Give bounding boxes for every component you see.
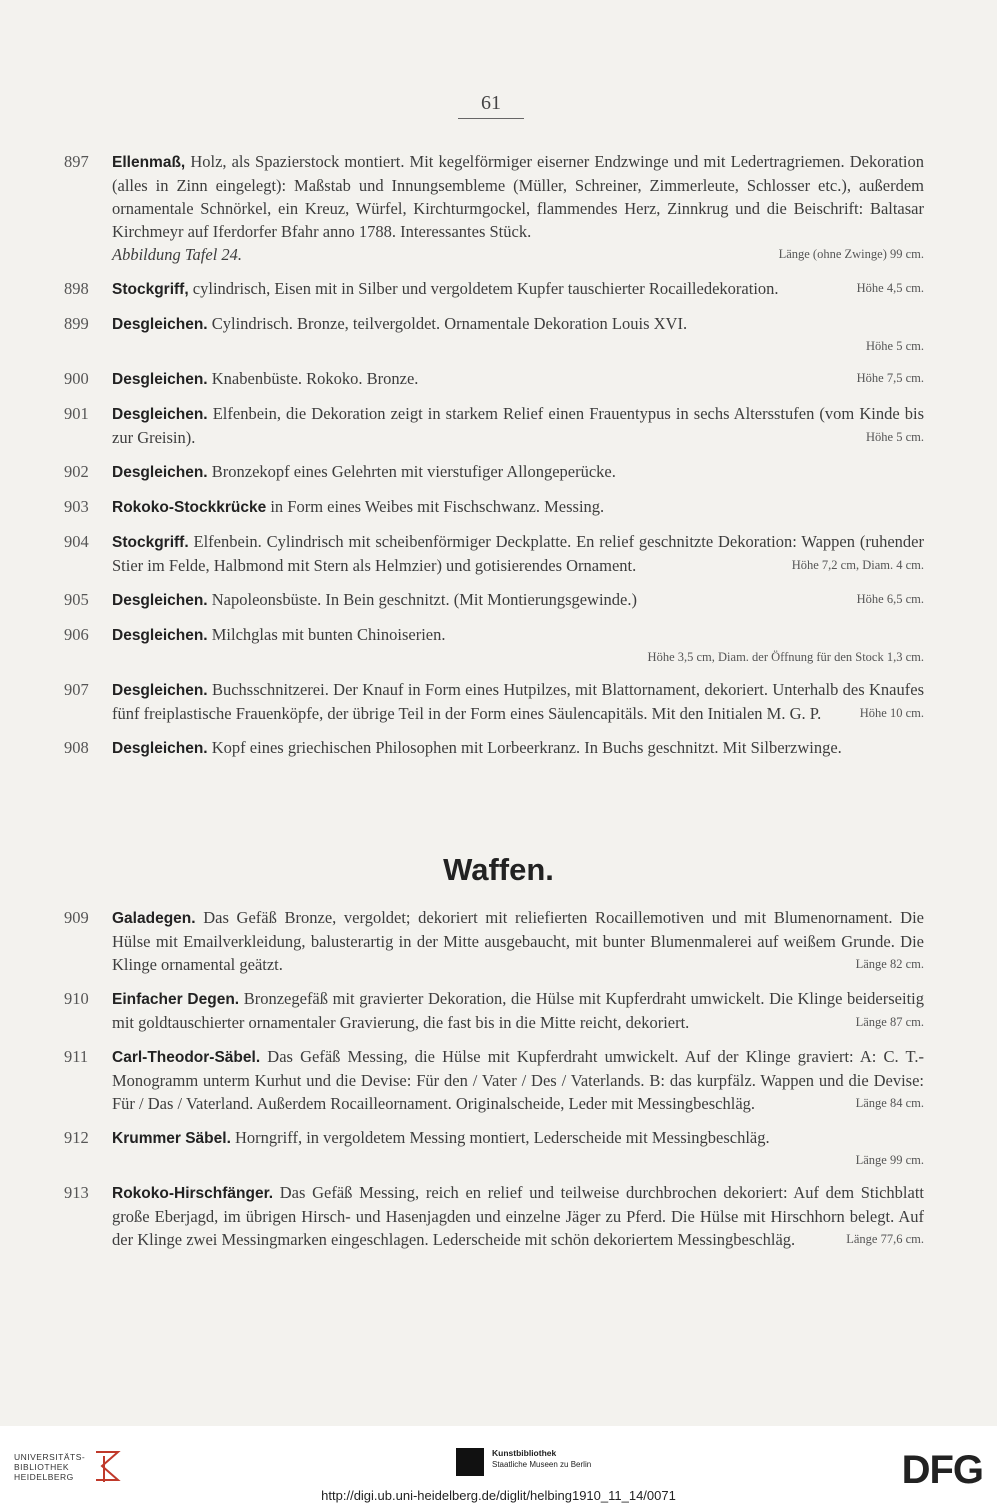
- catalog-entry: [64, 623, 924, 667]
- ub-heidelberg-logo[interactable]: [14, 1452, 85, 1482]
- entry-description: Das Gefäß Messing, die Hülse mit Kupferdraht umwickelt. Auf der Klinge graviert: A: C. T.-Monogramm unterm Kurhut und die Devise: Für den / Vater / Des / Vaterlands. B: das kurpfälz. Wappen und die Devise: Für / Das / Vaterland. Außerdem Rocailleornament. Originalscheide, Leder mit Messingbeschläg.: [112, 1047, 924, 1113]
- catalog-entry: [64, 987, 924, 1034]
- entry-heading: Desgleichen.: [112, 406, 208, 423]
- entry-body: [112, 906, 924, 976]
- entry-heading: Stockgriff,: [112, 281, 189, 298]
- section-title: Waffen.: [443, 852, 554, 887]
- catalog-entry: [64, 906, 924, 976]
- catalog-entry: [64, 277, 924, 301]
- entry-measurement: Länge 82 cm.: [855, 957, 924, 971]
- page-number: 61: [481, 92, 501, 114]
- entry-description: Bronzekopf eines Gelehrten mit vierstufiger Allongeperücke.: [207, 462, 616, 481]
- entry-number: 898: [64, 279, 89, 298]
- entry-body: [112, 495, 924, 519]
- entry-description: Holz, als Spazierstock montiert. Mit kegelförmiger eiserner Endzwinge und mit Ledertragriemen. Dekoration (alles in Zinn eingelegt): Maßstab und Innungsembleme (Müller, Schreiner, Zimmerleute, Schlosser etc.), außerdem ornamentale Schnörkel, ein Kreuz, Würfel, Kirchturmgockel, flammendes Herz, Zinnkrug und die Beischrift: Baltasar Kirchmeyr auf Iferdorfer Bfahr anno 1788. Interessantes Stück.: [112, 152, 924, 241]
- entry-measurement: Länge 77,6 cm.: [846, 1232, 924, 1246]
- entry-number: 906: [64, 625, 89, 644]
- entry-plate-reference: Abbildung Tafel 24.: [112, 245, 243, 264]
- viewer-footer: [0, 1426, 997, 1508]
- entry-heading: Ellenmaß,: [112, 154, 186, 171]
- entry-heading: Einfacher Degen.: [112, 991, 240, 1008]
- catalog-entry: [64, 530, 924, 577]
- entry-description: Knabenbüste. Rokoko. Bronze.: [207, 369, 419, 388]
- kunstbibliothek-text: [492, 1448, 591, 1470]
- entry-heading: Desgleichen.: [112, 464, 208, 481]
- page-number-rule: [458, 118, 524, 119]
- entry-description: Elfenbein. Cylindrisch mit scheibenförmiger Deckplatte. En relief geschnitzte Dekoration: Wappen (ruhender Stier im Felde, Halbmond mit Stern als Helmzier) und gotisierendes Ornament.: [112, 532, 924, 575]
- entry-description: Elfenbein, die Dekoration zeigt in starkem Relief einen Frauentypus in sechs Altersstufen (vom Kinde bis zur Greisin).: [112, 404, 924, 447]
- entry-number: 912: [64, 1128, 89, 1147]
- entry-body: [112, 1045, 924, 1115]
- entry-heading: Stockgriff.: [112, 534, 189, 551]
- entry-description: Milchglas mit bunten Chinoiserien.: [207, 625, 446, 644]
- catalog-entry: [64, 402, 924, 449]
- permalink-url[interactable]: http://digi.ub.uni-heidelberg.de/diglit/helbing1910_11_14/0071: [321, 1488, 676, 1503]
- entry-number: 908: [64, 738, 89, 757]
- entry-description: Kopf eines griechischen Philosophen mit Lorbeerkranz. In Buchs geschnitzt. Mit Silberzwinge.: [207, 738, 842, 757]
- entry-heading: Desgleichen.: [112, 316, 208, 333]
- entry-number: 913: [64, 1183, 89, 1202]
- entry-heading: Galadegen.: [112, 910, 196, 927]
- kb-sub: Staatliche Museen zu Berlin: [492, 1460, 592, 1469]
- entry-measurement: Höhe 10 cm.: [859, 706, 924, 720]
- entry-number: 905: [64, 590, 89, 609]
- entry-body: [112, 1181, 924, 1251]
- catalog-entry: [64, 588, 924, 612]
- entry-measurement: Höhe 7,2 cm, Diam. 4 cm.: [791, 558, 924, 572]
- entry-number: 909: [64, 908, 89, 927]
- catalog-entry: [64, 150, 924, 266]
- ub-mark-icon: [92, 1446, 122, 1486]
- entry-measurement: Höhe 3,5 cm, Diam. der Öffnung für den Stock 1,3 cm.: [647, 650, 924, 664]
- entry-description: Horngriff, in vergoldetem Messing montiert, Lederscheide mit Messingbeschläg.: [230, 1128, 770, 1147]
- entry-body: [112, 530, 924, 577]
- entry-measurement: Länge 84 cm.: [855, 1096, 924, 1110]
- catalog-entry: [64, 1045, 924, 1115]
- entry-number: 902: [64, 462, 89, 481]
- entry-heading: Desgleichen.: [112, 627, 208, 644]
- entry-body: [112, 588, 924, 612]
- entry-description: Cylindrisch. Bronze, teilvergoldet. Ornamentale Dekoration Louis XVI.: [207, 314, 688, 333]
- entry-body: [112, 402, 924, 449]
- entry-description: Napoleonsbüste. In Bein geschnitzt. (Mit Montierungsgewinde.): [207, 590, 638, 609]
- entry-body: [112, 987, 924, 1034]
- ub-line1: UNIVERSITÄTS-: [14, 1452, 86, 1462]
- entry-number: 897: [64, 152, 89, 171]
- entry-heading: Rokoko-Hirschfänger.: [112, 1185, 274, 1202]
- catalog-entry: [64, 495, 924, 519]
- entry-description: Das Gefäß Bronze, vergoldet; dekoriert mit reliefierten Rocaillemotiven und mit Blumenornament. Die Hülse mit Emailverkleidung, balusterartig in der Mitte ausgebaucht, mit bunter Blumenmalerei auf weißem Grunde. Die Klinge ornamental geätzt.: [112, 908, 924, 974]
- entry-description: cylindrisch, Eisen mit in Silber und vergoldetem Kupfer tauschierter Rocailledekoration.: [188, 279, 779, 298]
- entry-measurement: Höhe 7,5 cm.: [856, 371, 924, 385]
- entry-body: [112, 312, 924, 356]
- entry-body: [112, 460, 924, 484]
- catalog-entry: [64, 678, 924, 725]
- entry-body: [112, 1126, 924, 1170]
- entries-list-b: [64, 906, 924, 1262]
- entry-measurement: Länge 99 cm.: [855, 1153, 924, 1167]
- entry-heading: Krummer Säbel.: [112, 1130, 231, 1147]
- entries-list-a: [64, 150, 924, 771]
- entry-description: Bronzegefäß mit gravierter Dekoration, die Hülse mit Kupferdraht umwickelt. Die Klinge beiderseitig mit goldtauschierter ornamentaler Gravierung, die fast bis in die Mitte reicht, dekoriert.: [112, 989, 924, 1032]
- entry-description: in Form eines Weibes mit Fischschwanz. Messing.: [266, 497, 605, 516]
- entry-number: 899: [64, 314, 89, 333]
- ub-line2: BIBLIOTHEK: [14, 1462, 70, 1472]
- entry-body: [112, 150, 924, 266]
- entry-heading: Desgleichen.: [112, 682, 208, 699]
- entry-body: [112, 678, 924, 725]
- entry-body: [112, 367, 924, 391]
- entry-body: [112, 277, 924, 301]
- catalog-entry: [64, 367, 924, 391]
- catalog-entry: [64, 312, 924, 356]
- dfg-logo[interactable]: DFG: [901, 1448, 983, 1492]
- entry-number: 900: [64, 369, 89, 388]
- entry-heading: Desgleichen.: [112, 592, 208, 609]
- entry-number: 910: [64, 989, 89, 1008]
- entry-measurement: Höhe 4,5 cm.: [856, 281, 924, 295]
- entry-heading: Desgleichen.: [112, 740, 208, 757]
- ub-line3: HEIDELBERG: [14, 1472, 74, 1482]
- catalog-entry: [64, 736, 924, 760]
- entry-body: [112, 736, 924, 760]
- entry-body: [112, 623, 924, 667]
- entry-measurement: Höhe 5 cm.: [866, 430, 924, 444]
- entry-measurement: Höhe 6,5 cm.: [856, 592, 924, 606]
- entry-heading: Rokoko-Stockkrücke: [112, 499, 267, 516]
- entry-number: 904: [64, 532, 89, 551]
- entry-description: Das Gefäß Messing, reich en relief und teilweise durchbrochen dekoriert: Auf dem Stichblatt große Eberjagd, im übrigen Hirsch- und Hasenjagden und einzelne Jäger zu Pferd. Die Hülse mit Hirschhorn belegt. Auf der Klinge zwei Messingmarken eingeschlagen. Lederscheide mit schön dekoriertem Messingbeschläg.: [112, 1183, 924, 1249]
- entry-heading: Carl-Theodor-Säbel.: [112, 1049, 261, 1066]
- entry-number: 901: [64, 404, 89, 423]
- catalog-entry: [64, 1126, 924, 1170]
- kunstbibliothek-logo-icon[interactable]: [456, 1448, 484, 1476]
- entry-number: 911: [64, 1047, 89, 1066]
- entry-description: Buchsschnitzerei. Der Knauf in Form eines Hutpilzes, mit Blattornament, dekoriert. Unterhalb des Knaufes fünf freiplastische Frauenköpfe, der übrige Teil in der Form eines Säulencapitäls. Mit den Initialen M. G. P.: [112, 680, 924, 723]
- entry-number: 903: [64, 497, 89, 516]
- catalog-entry: [64, 460, 924, 484]
- catalog-entry: [64, 1181, 924, 1251]
- entry-measurement: Höhe 5 cm.: [866, 339, 924, 353]
- entry-number: 907: [64, 680, 89, 699]
- entry-measurement: Länge 87 cm.: [855, 1015, 924, 1029]
- kb-title: Kunstbibliothek: [492, 1448, 557, 1458]
- entry-measurement: Länge (ohne Zwinge) 99 cm.: [778, 247, 924, 261]
- entry-heading: Desgleichen.: [112, 371, 208, 388]
